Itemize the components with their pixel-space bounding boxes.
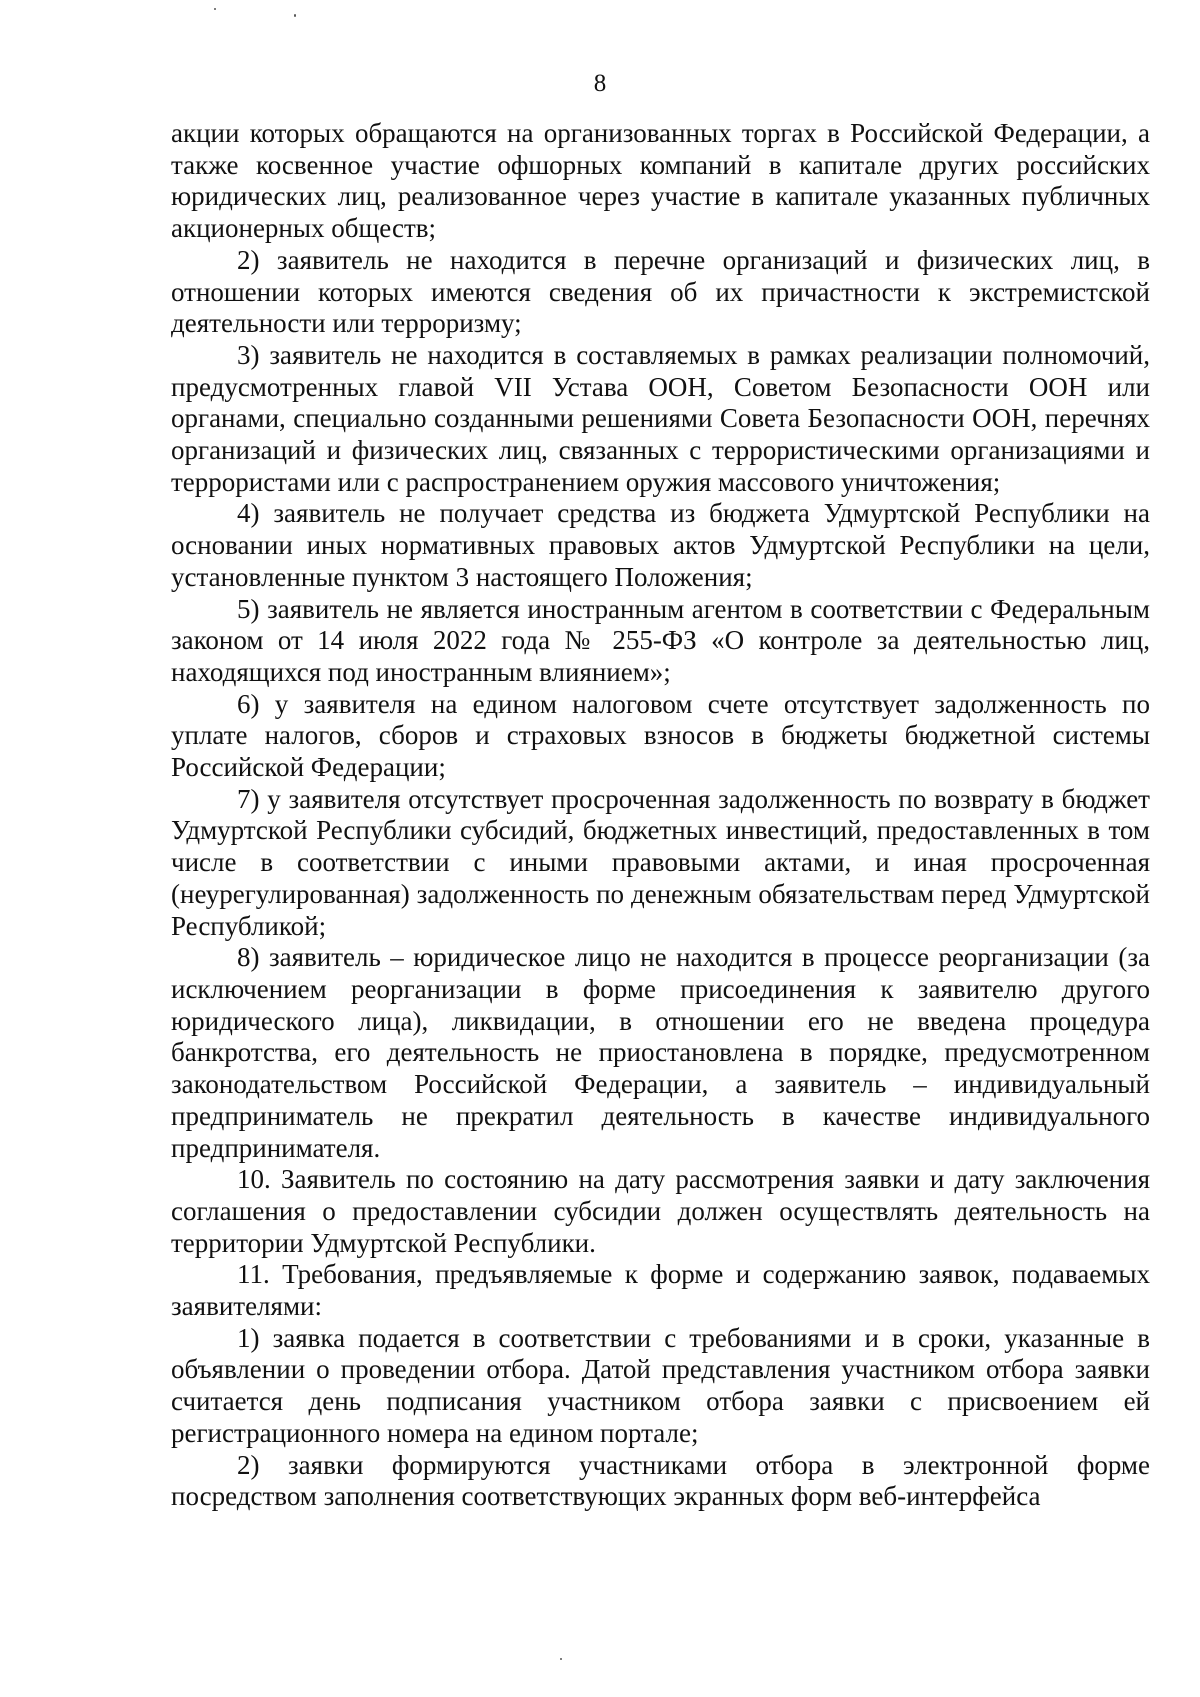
scan-speck: [294, 14, 296, 17]
paragraph-item-3: 3) заявитель не находится в составляемых в рамках реализации полномочий, предусмотренных главой VII Устава ООН, Советом Безопасности ООН или органами, специально созданными решениями Совета Безопасности ООН, перечнях организаций и физических лиц, связанных с террористическими организациями и террористами или с распространением оружия массового уничтожения;: [171, 339, 1150, 497]
scan-speck: [214, 8, 216, 10]
paragraph-continuation: акции которых обращаются на организованных торгах в Российской Федерации, а также косвенное участие офшорных компаний в капитале других российских юридических лиц, реализованное через участие в капитале указанных публичных акционерных обществ;: [171, 118, 1150, 244]
paragraph-item-4: 4) заявитель не получает средства из бюджета Удмуртской Республики на основании иных нормативных правовых актов Удмуртской Республики на цели, установленные пунктом 3 настоящего Положения;: [171, 498, 1150, 592]
document-body: [171, 118, 1150, 1513]
paragraph-clause-11: 11. Требования, предъявляемые к форме и содержанию заявок, подаваемых заявителями:: [171, 1259, 1150, 1322]
paragraph-subitem-1: 1) заявка подается в соответствии с требованиями и в сроки, указанные в объявлении о проведении отбора. Датой представления участником отбора заявки считается день подписания участником отбора заявки с присвоением ей регистрационного номера на едином портале;: [171, 1322, 1150, 1448]
paragraph-item-2: 2) заявитель не находится в перечне организаций и физических лиц, в отношении которых имеются сведения об их причастности к экстремистской деятельности или терроризму;: [171, 244, 1150, 339]
paragraph-item-7: 7) у заявителя отсутствует просроченная задолженность по возврату в бюджет Удмуртской Республики субсидий, бюджетных инвестиций, предоставленных в том числе в соответствии с иными правовыми актами, и иная просроченная (неурегулированная) задолженность по денежным обязательствам перед Удмуртской Республикой;: [171, 783, 1150, 941]
scan-speck: [560, 1658, 562, 1660]
paragraph-subitem-2: 2) заявки формируются участниками отбора в электронной форме посредством заполнения соответствующих экранных форм веб-интерфейса: [171, 1449, 1150, 1512]
page-number: 8: [593, 70, 607, 97]
paragraph-clause-10: 10. Заявитель по состоянию на дату рассмотрения заявки и дату заключения соглашения о предоставлении субсидии должен осуществлять деятельность на территории Удмуртской Республики.: [171, 1164, 1150, 1258]
paragraph-item-5: 5) заявитель не является иностранным агентом в соответствии с Федеральным законом от 14 июля 2022 года № 255-ФЗ «О контроле за деятельностью лиц, находящихся под иностранным влиянием»;: [171, 593, 1150, 687]
paragraph-item-8: 8) заявитель – юридическое лицо не находится в процессе реорганизации (за исключением реорганизации в форме присоединения к заявителю другого юридического лица), ликвидации, в отношении его не введена процедура банкротства, его деятельность не приостановлена в порядке, предусмотренном законодательством Российской Федерации, а заявитель – индивидуальный предприниматель не прекратил деятельность в качестве индивидуального предпринимателя.: [171, 942, 1150, 1163]
paragraph-item-6: 6) у заявителя на едином налоговом счете отсутствует задолженность по уплате налогов, сборов и страховых взносов в бюджеты бюджетной системы Российской Федерации;: [171, 688, 1150, 783]
